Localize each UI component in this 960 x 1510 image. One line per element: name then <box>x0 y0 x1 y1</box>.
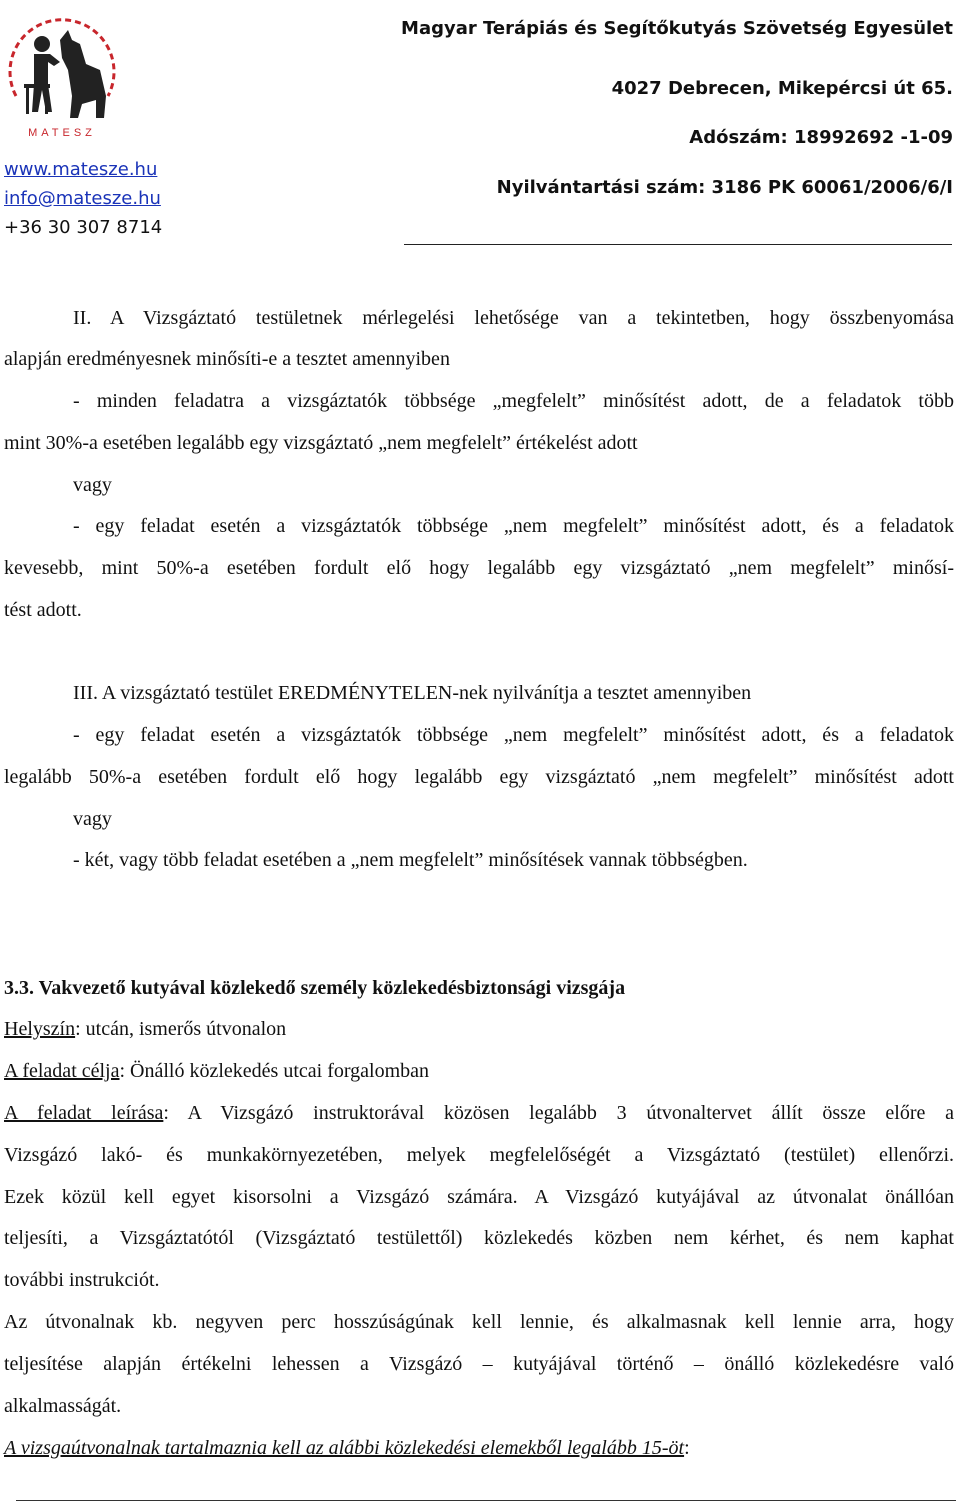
header-divider <box>404 244 952 245</box>
route-line-3: alkalmasságát. <box>4 1395 122 1417</box>
phone-number: +36 30 307 8714 <box>4 217 163 238</box>
section-iii-line-1: III. A vizsgáztató testület EREDMÉNYTELEN-nek nyilvánítja a tesztet amennyiben <box>73 682 752 704</box>
section-ii-line-1: II. A Vizsgáztató testületnek mérlegelési lehetősége van a tekintetben, hogy összbenyomása <box>73 307 954 329</box>
description-text-1: : A Vizsgázó instruktorával közösen legalább 3 útvonaltervet állít össze előre a <box>163 1102 954 1124</box>
letterhead <box>0 0 960 250</box>
section-ii-line-8: tést adott. <box>4 599 82 621</box>
website-link[interactable]: www.matesze.hu <box>4 159 158 180</box>
description-label: A feladat leírása <box>4 1102 164 1124</box>
org-address: 4027 Debrecen, Mikepércsi út 65. <box>611 78 953 99</box>
section-ii-line-3: - minden feladatra a vizsgáztatók többsége „megfelelt” minősítést adott, de a feladatok több <box>73 390 954 412</box>
goal-line <box>4 1059 954 1083</box>
location-label: Helyszín <box>4 1018 76 1040</box>
section-iii-line-3: legalább 50%-a esetében fordult elő hogy legalább egy vizsgáztató „nem megfelelt” minősítést adott <box>4 766 954 788</box>
email-link[interactable]: info@matesze.hu <box>4 188 161 209</box>
description-line-3: Ezek közül kell egyet kisorsolni a Vizsgázó számára. A Vizsgázó kutyájával az útvonalat önállóan <box>4 1186 954 1208</box>
section-ii-line-7: kevesebb, mint 50%-a esetében fordult elő hogy legalább egy vizsgáztató „nem megfelelt” minősí- <box>4 557 954 579</box>
route-line-2: teljesítése alapján értékelni lehessen a Vizsgázó – kutyájával történő – önálló közlekedésre való <box>4 1353 954 1375</box>
section-ii-line-6: - egy feladat esetén a vizsgáztatók többsége „nem megfelelt” minősítést adott, és a feladatok <box>73 515 954 537</box>
section-ii-line-2: alapján eredményesnek minősíti-e a tesztet amennyiben <box>4 348 450 370</box>
goal-label: A feladat célja <box>4 1060 120 1082</box>
footer-divider <box>16 1500 956 1501</box>
location-value: : utcán, ismerős útvonalon <box>75 1018 287 1040</box>
elements-colon: : <box>684 1437 690 1459</box>
description-line-5: további instrukciót. <box>4 1269 160 1291</box>
section-ii-line-5: vagy <box>73 474 112 496</box>
elements-line <box>4 1436 954 1460</box>
description-line-4: teljesíti, a Vizsgáztatótól (Vizsgáztató testülettől) közlekedés közben nem kérhet, és nem kaphat <box>4 1227 954 1249</box>
description-line-2: Vizsgázó lakó- és munkakörnyezetében, melyek megfelelőségét a Vizsgáztató (testület) ellenőrzi. <box>4 1144 954 1166</box>
org-name: Magyar Terápiás és Segítőkutyás Szövetség Egyesület <box>401 18 953 39</box>
section-iii-line-2: - egy feladat esetén a vizsgáztatók többsége „nem megfelelt” minősítést adott, és a feladatok <box>73 724 954 746</box>
section-ii-line-4: mint 30%-a esetében legalább egy vizsgáztató „nem megfelelt” értékelést adott <box>4 432 638 454</box>
registry-number: Nyilvántartási szám: 3186 PK 60061/2006/6/I <box>496 177 953 198</box>
elements-label: A vizsgaútvonalnak tartalmaznia kell az alábbi közlekedési elemekből legalább 15-öt <box>4 1437 685 1459</box>
logo-wordmark: MATESZ <box>28 127 96 139</box>
location-line <box>4 1017 954 1041</box>
section-3-3-heading: 3.3. Vakvezető kutyával közlekedő személy közlekedésbiztonsági vizsgája <box>4 977 626 999</box>
section-iii-line-4: vagy <box>73 808 112 830</box>
child-and-dog-icon <box>2 0 122 160</box>
section-iii-line-5: - két, vagy több feladat esetében a „nem megfelelt” minősítések vannak többségben. <box>73 849 748 871</box>
description-line-1 <box>4 1101 954 1125</box>
matesz-logo <box>2 0 122 160</box>
route-line-1: Az útvonalnak kb. negyven perc hosszúságúnak kell lennie, és alkalmasnak kell lennie arra, hogy <box>4 1311 954 1333</box>
tax-number: Adószám: 18992692 -1-09 <box>689 127 953 148</box>
goal-value: : Önálló közlekedés utcai forgalomban <box>119 1060 430 1082</box>
